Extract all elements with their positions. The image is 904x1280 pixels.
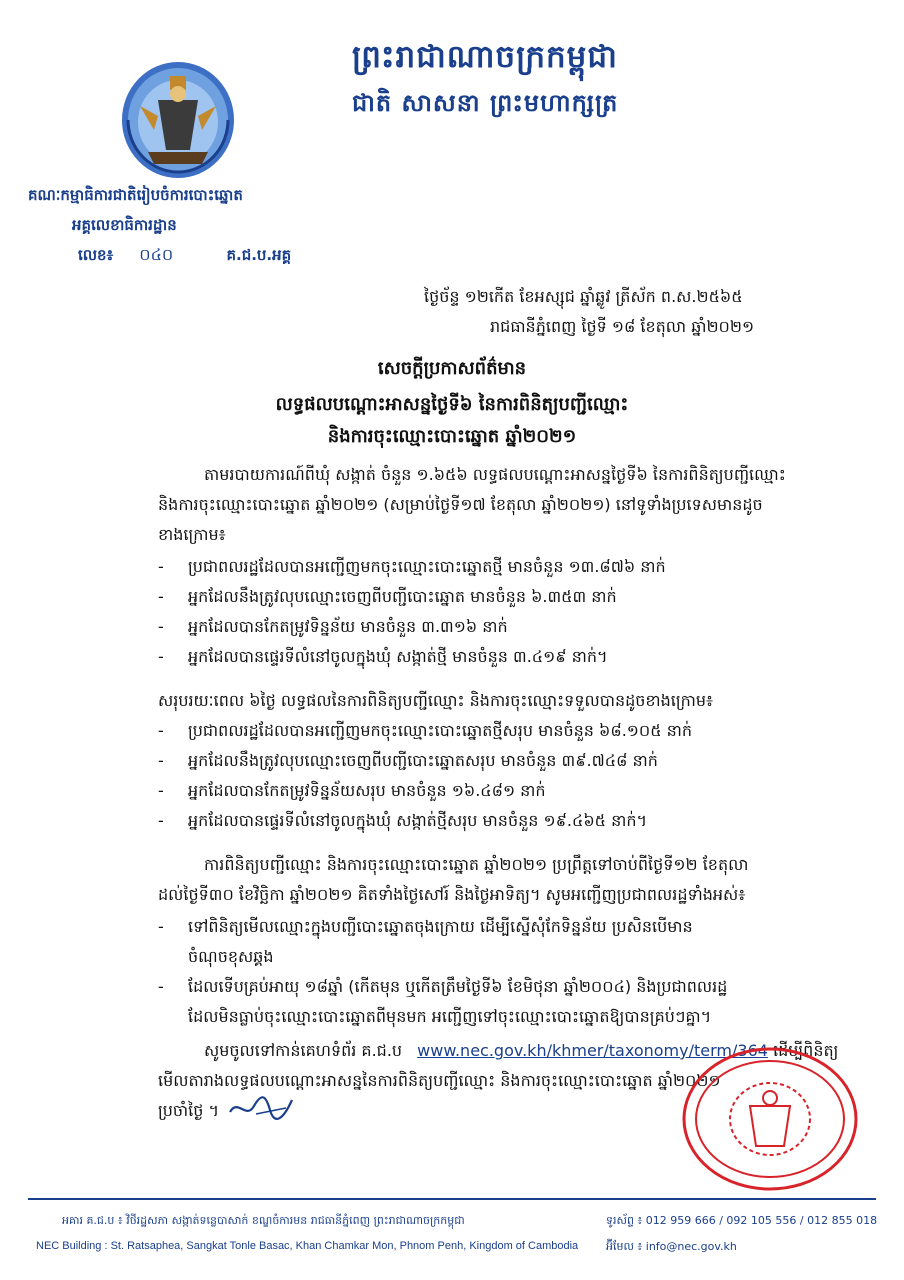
department-name: អគ្គលេខាធិការដ្ឋាន (72, 216, 177, 234)
document-title: សេចក្តីប្រកាសព័ត៌មាន (377, 358, 527, 379)
list-item-text: អ្នកដែលបានកែតម្រូវទិន្នន័យសរុប មានចំនួន ១៦.៤៨១ នាក់ (188, 781, 546, 800)
list-item-text: អ្នកដែលបានផ្ទេរទីលំនៅចូលក្នុងឃុំ សង្កាត់ថ្មីសរុប មានចំនួន ១៩.៤៦៥ នាក់។ (188, 811, 648, 830)
reference-label: លេខ៖ (78, 246, 114, 264)
kingdom-title: ព្រះរាជាណាចក្រកម្ពុជា (352, 39, 618, 75)
list-item: - អ្នកដែលបានកែតម្រូវទិន្នន័យសរុប មានចំនួន ១៦.៤៨១ នាក់ (158, 781, 546, 800)
paragraph-3-line-1: ការពិនិត្យបញ្ជីឈ្មោះ និងការចុះឈ្មោះបោះឆ្នោត ឆ្នាំ២០២១ ប្រព្រឹត្តទៅចាប់ពីថ្ងៃទី១២ ខែតុលា (204, 855, 749, 874)
list-item-text: ប្រជាពលរដ្ឋដែលបានអញ្ជើញមកចុះឈ្មោះបោះឆ្នោតថ្មីសរុប មានចំនួន ៦៨.១០៥ នាក់ (188, 721, 693, 740)
list-item-text: ដែលទើបគ្រប់អាយុ ១៨ឆ្នាំ (កើតមុន ឬកើតត្រឹមថ្ងៃទី៦ ខែមិថុនា ឆ្នាំ២០០៤) និងប្រជាពលរដ្ឋ (188, 977, 728, 996)
list-item: - ទៅពិនិត្យមើលឈ្មោះក្នុងបញ្ជីបោះឆ្នោតចុងក្រោយ ដើម្បីស្នើសុំកែទិន្នន័យ ប្រសិនបើមាន (158, 917, 693, 936)
list-item-text: អ្នកដែលនឹងត្រូវលុបឈ្មោះចេញពីបញ្ជីបោះឆ្នោតសរុប មានចំនួន ៣៩.៧៤៨ នាក់ (188, 751, 658, 770)
national-motto: ជាតិ សាសនា ព្រះមហាក្សត្រ (352, 89, 619, 117)
list-item: - អ្នកដែលនឹងត្រូវលុបឈ្មោះចេញពីបញ្ជីបោះឆ្នោត មានចំនួន ៦.៣៥៣ នាក់ (158, 587, 617, 606)
organization-name: គណៈកម្មាធិការជាតិរៀបចំការបោះឆ្នោត (28, 186, 243, 204)
nec-logo (118, 60, 238, 182)
list-item: - អ្នកដែលបានផ្ទេរទីលំនៅចូលក្នុងឃុំ សង្កាត់ថ្មី មានចំនួន ៣.៤១៩ នាក់។ (158, 647, 608, 666)
paragraph-4-line-2: មើលតារាងលទ្ធផលបណ្តោះអាសន្ននៃការពិនិត្យបញ្ជីឈ្មោះ និងការចុះឈ្មោះបោះឆ្នោត ឆ្នាំ២០២១ (158, 1071, 721, 1090)
list-item-text: អ្នកដែលបានផ្ទេរទីលំនៅចូលក្នុងឃុំ សង្កាត់ថ្មី មានចំនួន ៣.៤១៩ នាក់។ (188, 647, 608, 666)
list-item: - អ្នកដែលនឹងត្រូវលុបឈ្មោះចេញពីបញ្ជីបោះឆ្នោតសរុប មានចំនួន ៣៩.៧៤៨ នាក់ (158, 751, 658, 770)
list-item-text: ចំណុចខុសឆ្គង (188, 947, 274, 966)
list-item: - អ្នកដែលបានកែតម្រូវទិន្នន័យ មានចំនួន ៣.៣១៦ នាក់ (158, 617, 508, 636)
paragraph-4-prefix: សូមចូលទៅកាន់គេហទំព័រ គ.ជ.ប (204, 1041, 403, 1060)
lunar-date: ថ្ងៃច័ន្ទ ១២កើត ខែអស្សុជ ឆ្នាំឆ្លូវ ត្រីស័ក ព.ស.២៥៦៥ (424, 287, 743, 306)
solar-date: រាជធានីភ្នំពេញ ថ្ងៃទី ១៨ ខែតុលា ឆ្នាំ២០២១ (490, 317, 755, 336)
document-subtitle-2: និងការចុះឈ្មោះបោះឆ្នោត ឆ្នាំ២០២១ (327, 426, 577, 447)
list-item-continuation (188, 942, 888, 972)
paragraph-2: សរុបរយៈពេល ៦ថ្ងៃ លទ្ធផលនៃការពិនិត្យបញ្ជីឈ្មោះ និងការចុះឈ្មោះទទួលបានដូចខាងក្រោម៖ (158, 691, 714, 710)
list-item-text: ដែលមិនធ្លាប់ចុះឈ្មោះបោះឆ្នោតពីមុនមក អញ្ជើញទៅចុះឈ្មោះបោះឆ្នោតឱ្យបានគ្រប់ៗគ្នា។ (188, 1007, 712, 1026)
list-item-text: អ្នកដែលនឹងត្រូវលុបឈ្មោះចេញពីបញ្ជីបោះឆ្នោត មានចំនួន ៦.៣៥៣ នាក់ (188, 587, 617, 606)
reference-value: ០៤០ (139, 245, 174, 264)
list-item-text: ប្រជាពលរដ្ឋដែលបានអញ្ជើញមកចុះឈ្មោះបោះឆ្នោតថ្មី មានចំនួន ១៣.៨៧៦ នាក់ (188, 557, 666, 576)
paragraph-3-line-2: ដល់ថ្ងៃទី៣០ ខែវិច្ឆិកា ឆ្នាំ២០២១ គិតទាំងថ្ងៃសៅរ៍ និងថ្ងៃអាទិត្យ។ សូមអញ្ជើញប្រជាពលរដ្ឋទាំងអស់៖ (158, 885, 746, 904)
footer-address-en: NEC Building : St. Ratsaphea, Sangkat Tonle Basac, Khan Chamkar Mon, Phnom Penh, Kingdom of Cambodia (36, 1240, 579, 1252)
paragraph-1-line-1: តាមរបាយការណ៍ពីឃុំ សង្កាត់ ចំនួន ១.៦៥៦ លទ្ធផលបណ្តោះអាសន្នថ្ងៃទី៦ នៃការពិនិត្យបញ្ជីឈ្មោះ (204, 465, 786, 484)
paragraph-4-suffix: ដើម្បីពិនិត្យ (773, 1041, 839, 1060)
list-item: - ប្រជាពលរដ្ឋដែលបានអញ្ជើញមកចុះឈ្មោះបោះឆ្នោតថ្មី មានចំនួន ១៣.៨៧៦ នាក់ (158, 557, 666, 576)
document-subtitle-1: លទ្ធផលបណ្តោះអាសន្នថ្ងៃទី៦ នៃការពិនិត្យបញ្ជីឈ្មោះ (275, 394, 629, 415)
footer-email: អ៊ីមែល ៖ info@nec.gov.kh (606, 1240, 737, 1253)
list-item-text: អ្នកដែលបានកែតម្រូវទិន្នន័យ មានចំនួន ៣.៣១៦ នាក់ (188, 617, 508, 636)
footer-divider (28, 1198, 876, 1200)
paragraph-1-line-2: និងការចុះឈ្មោះបោះឆ្នោត ឆ្នាំ២០២១ (សម្រាប់ថ្ងៃទី១៧ ខែតុលា ឆ្នាំ២០២១) នៅទូទាំងប្រទេសមានដូច (158, 495, 763, 514)
nec-website-link[interactable]: www.nec.gov.kh/khmer/taxonomy/term/364 (417, 1041, 768, 1060)
list-item-continuation (188, 1002, 888, 1032)
list-item-text: ទៅពិនិត្យមើលឈ្មោះក្នុងបញ្ជីបោះឆ្នោតចុងក្រោយ ដើម្បីស្នើសុំកែទិន្នន័យ ប្រសិនបើមាន (188, 917, 693, 936)
list-item: - ប្រជាពលរដ្ឋដែលបានអញ្ជើញមកចុះឈ្មោះបោះឆ្នោតថ្មីសរុប មានចំនួន ៦៨.១០៥ នាក់ (158, 721, 693, 740)
footer-address-kh: អគារ គ.ជ.ប ៖ វិថីរដ្ឋសភា សង្កាត់ទន្លេបាសាក់ ខណ្ឌចំការមន រាជធានីភ្នំពេញ ព្រះរាជាណាចក្រកម្ពុជា (62, 1214, 465, 1227)
paragraph-1-line-3: ខាងក្រោម៖ (158, 525, 226, 544)
footer-phone: ទូរស័ព្ទ ៖ 012 959 666 / 092 105 556 / 012 855 018 (606, 1214, 878, 1227)
signature (226, 1092, 296, 1126)
reference-number (78, 244, 291, 268)
list-item: - ដែលទើបគ្រប់អាយុ ១៨ឆ្នាំ (កើតមុន ឬកើតត្រឹមថ្ងៃទី៦ ខែមិថុនា ឆ្នាំ២០០៤) និងប្រជាពលរដ្ឋ (158, 977, 728, 996)
paragraph-4-line-3: ប្រចាំថ្ងៃ ។ (158, 1101, 220, 1120)
official-stamp (680, 1046, 860, 1192)
reference-suffix: គ.ជ.ប.អគ្គ (226, 246, 292, 264)
list-item: - អ្នកដែលបានផ្ទេរទីលំនៅចូលក្នុងឃុំ សង្កាត់ថ្មីសរុប មានចំនួន ១៩.៤៦៥ នាក់។ (158, 811, 648, 830)
